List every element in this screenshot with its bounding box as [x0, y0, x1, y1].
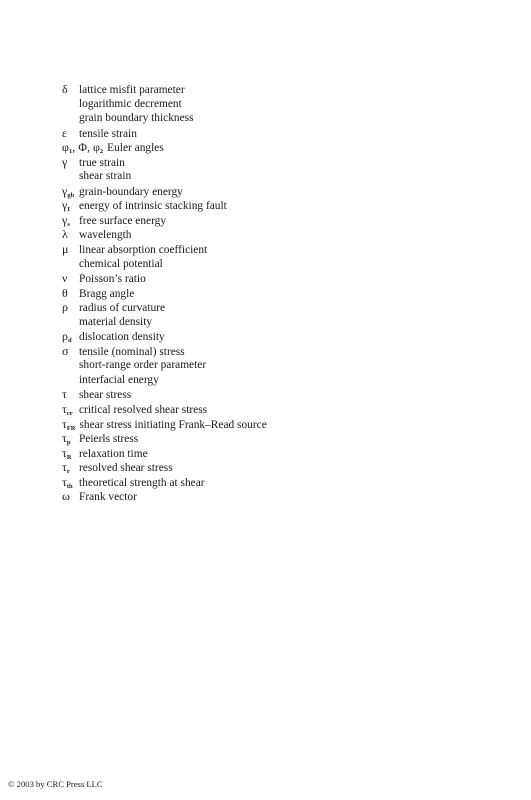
symbol: μ [62, 242, 69, 257]
list-item [62, 111, 462, 126]
list-item [62, 475, 462, 490]
definition: wavelength [79, 229, 132, 242]
symbol: τ [62, 387, 67, 402]
definition: shear strain [79, 170, 132, 183]
symbol: $\tau_{th}$ [62, 474, 73, 490]
symbol: λ [62, 227, 68, 242]
list-item [62, 271, 462, 286]
list-item [62, 300, 462, 315]
symbol: $\rho_d$ [62, 329, 72, 345]
definition: Frank vector [79, 491, 137, 504]
symbol: γ [62, 154, 68, 169]
list-item [62, 82, 462, 97]
definition: energy of intrinsic stacking fault [79, 200, 227, 213]
symbol: $\gamma_{gb}$ [62, 183, 75, 199]
symbol: $\varphi_1$, Φ, $\varphi_2$ [62, 140, 104, 156]
definition: tensile strain [79, 127, 137, 140]
list-item [62, 198, 462, 213]
list-item [62, 446, 462, 461]
symbol: $\tau_p$ [62, 431, 71, 447]
list-item [62, 140, 462, 155]
definition: grain-boundary energy [79, 185, 183, 198]
symbol: σ [62, 343, 69, 358]
symbol: ω [62, 489, 70, 504]
list-item [62, 402, 462, 417]
symbol: $\tau_{cr}$ [62, 402, 73, 418]
list-item [62, 489, 462, 504]
symbol: $\tau_{FR}$ [62, 416, 76, 432]
copyright-footer: © 2003 by CRC Press LLC [8, 779, 103, 789]
symbol: ν [62, 271, 68, 286]
list-item [62, 257, 462, 272]
list-item [62, 126, 462, 141]
definition: dislocation density [79, 331, 165, 344]
definition: lattice misfit parameter [79, 84, 185, 96]
list-item [62, 373, 462, 388]
list-item [62, 329, 462, 344]
definition: resolved shear stress [79, 462, 173, 475]
list-item [62, 227, 462, 242]
symbol: ε [62, 125, 68, 140]
symbol: θ [62, 285, 68, 300]
definition: relaxation time [79, 447, 148, 460]
symbol: δ [62, 82, 68, 96]
list-item [62, 358, 462, 373]
symbol: $\tau_r$ [62, 460, 70, 476]
definition: interfacial energy [79, 373, 159, 386]
definition: tensile (nominal) stress [79, 345, 185, 358]
definition: Poisson’s ratio [79, 273, 146, 286]
list-item [62, 97, 462, 112]
definition: theoretical strength at shear [79, 476, 205, 489]
list-item [62, 213, 462, 228]
list-item [62, 315, 462, 330]
definition: material density [79, 315, 153, 328]
list-item [62, 344, 462, 359]
symbol-list [62, 82, 462, 504]
list-item [62, 286, 462, 301]
list-item [62, 242, 462, 257]
list-item [62, 460, 462, 475]
definition: linear absorption coefficient [79, 244, 208, 257]
list-item [62, 431, 462, 446]
list-item [62, 387, 462, 402]
list-item [62, 184, 462, 199]
list-item [62, 169, 462, 184]
definition: logarithmic decrement [79, 97, 182, 110]
definition: Euler angles [107, 142, 164, 155]
definition: free surface energy [79, 214, 167, 227]
definition: true strain [79, 156, 125, 169]
definition: radius of curvature [79, 302, 166, 315]
list-item [62, 417, 462, 432]
definition: chemical potential [79, 257, 163, 270]
definition: Peierls stress [79, 433, 139, 446]
definition: critical resolved shear stress [79, 404, 208, 417]
symbol: ρ [62, 300, 68, 315]
symbol: $\tau_R$ [62, 445, 72, 461]
definition: shear stress initiating Frank–Read source [79, 418, 267, 431]
definition: grain boundary thickness [79, 112, 194, 125]
symbol: $\gamma_s$ [62, 212, 70, 228]
list-item [62, 155, 462, 170]
definition: Bragg angle [79, 287, 135, 300]
symbol: $\gamma_I$ [62, 198, 70, 214]
definition: short-range order parameter [79, 359, 207, 372]
definition: shear stress [79, 389, 132, 402]
